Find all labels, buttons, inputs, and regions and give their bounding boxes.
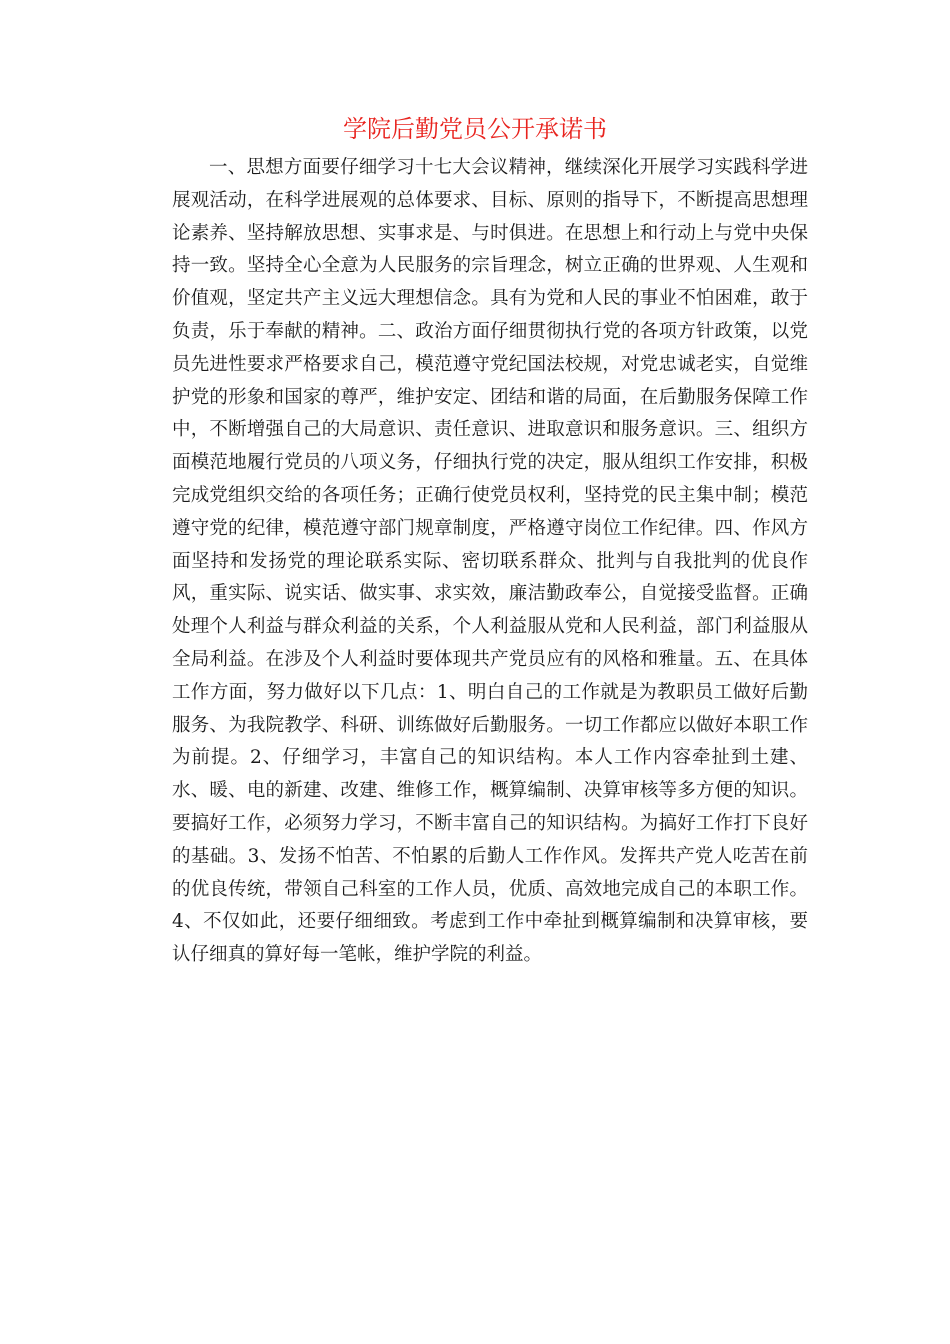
document-body-paragraph: 一、思想方面要仔细学习十七大会议精神，继续深化开展学习实践科学进展观活动，在科学进展观的总体要求、目标、原则的指导下，不断提高思想理论素养、坚持解放思想、实事求是、与时俱进。在思想上和行动上与党中央保持一致。坚持全心全意为人民服务的宗旨理念，树立正确的世界观、人生观和价值观，坚定共产主义远大理想信念。具有为党和人民的事业不怕困难，敢于负责，乐于奉献的精神。二、政治方面仔细贯彻执行党的各项方针政策，以党员先进性要求严格要求自己，模范遵守党纪国法校规，对党忠诚老实，自觉维护党的形象和国家的尊严，维护安定、团结和谐的局面，在后勤服务保障工作中，不断增强自己的大局意识、责任意识、进取意识和服务意识。三、组织方面模范地履行党员的八项义务，仔细执行党的决定，服从组织工作安排，积极完成党组织交给的各项任务；正确行使党员权利，坚持党的民主集中制；模范遵守党的纪律，模范遵守部门规章制度，严格遵守岗位工作纪律。四、作风方面坚持和发扬党的理论联系实际、密切联系群众、批判与自我批判的优良作风，重实际、说实话、做实事、求实效，廉洁勤政奉公，自觉接受监督。正确处理个人利益与群众利益的关系，个人利益服从党和人民利益，部门利益服从全局利益。在涉及个人利益时要体现共产党员应有的风格和雅量。五、在具体工作方面，努力做好以下几点：1、明白自己的工作就是为教职员工做好后勤服务、为我院教学、科研、训练做好后勤服务。一切工作都应以做好本职工作为前提。2、仔细学习，丰富自己的知识结构。本人工作内容牵扯到土建、水、暖、电的新建、改建、维修工作，概算编制、决算审核等多方便的知识。要搞好工作，必须努力学习，不断丰富自己的知识结构。为搞好工作打下良好的基础。3、发扬不怕苦、不怕累的后勤人工作作风。发挥共产党人吃苦在前的优良传统，带领自己科室的工作人员，优质、高效地完成自己的本职工作。4、不仅如此，还要仔细细致。考虑到工作中牵扯到概算编制和决算审核，要认仔细真的算好每一笔帐，维护学院的利益。 bbox=[172, 157, 808, 966]
document-title: 学院后勤党员公开承诺书 bbox=[343, 115, 607, 143]
